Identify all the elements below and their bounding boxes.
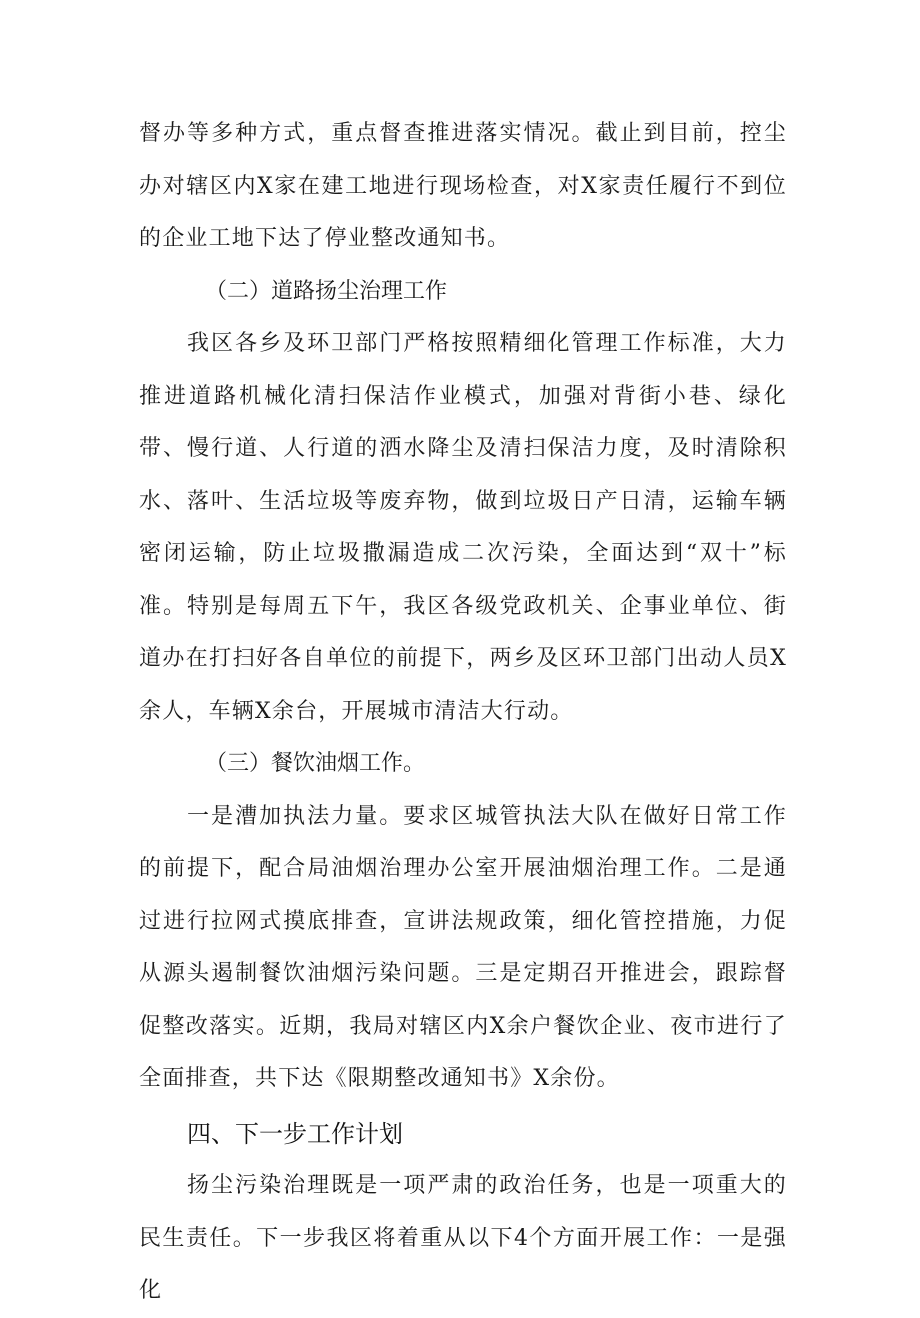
paragraph-cooking-fumes: 一是漕加执法力量。要求区城管执法大队在做好日常工作的前提下，配合局油烟治理办公室开展油烟治理工作。二是通过进行拉网式摸底排查，宣讲法规政策，细化管控措施，力促从源头遏制餐饮油烟污染问题。三是定期召开推进会，跟踪督促整改落实。近期，我局对辖区内X余户餐饮企业、夜市进行了全面排查，共下达《限期整改通知书》X余份。 bbox=[139, 803, 787, 1091]
subheading-road-dust: （二）道路扬尘治理工作 bbox=[205, 278, 448, 304]
document-body bbox=[139, 108, 787, 1318]
paragraph-road-dust: 我区各乡及环卫部门严格按照精细化管理工作标准，大力推进道路机械化清扫保洁作业模式，加强对背街小巷、绿化带、慢行道、人行道的洒水降尘及清扫保洁力度，及时清除积水、落叶、生活垃圾等废弃物，做到垃圾日产日清，运输车辆密闭运输，防止垃圾撒漏造成二次污染，全面达到“双十”标准。特别是每周五下午，我区各级党政机关、企事业单位、街道办在打扫好各自单位的前提下，两乡及区环卫部门出动人员X余人，车辆X余台，开展城市清洁大行动。 bbox=[139, 331, 787, 724]
section-heading-next-steps: 四、下一步工作计划 bbox=[187, 1119, 403, 1148]
subheading-cooking-fumes: （三）餐饮油烟工作。 bbox=[205, 751, 426, 776]
paragraph-next-steps: 扬尘污染治理既是一项严肃的政治任务，也是一项重大的民生责任。下一步我区将着重从以下4个方面开展工作：一是强化 bbox=[139, 1173, 787, 1303]
paragraph-inspection-summary: 督办等多种方式，重点督查推进落实情况。截止到目前，控尘办对辖区内X家在建工地进行现场检查，对X家责任履行不到位的企业工地下达了停业整改通知书。 bbox=[139, 121, 787, 251]
